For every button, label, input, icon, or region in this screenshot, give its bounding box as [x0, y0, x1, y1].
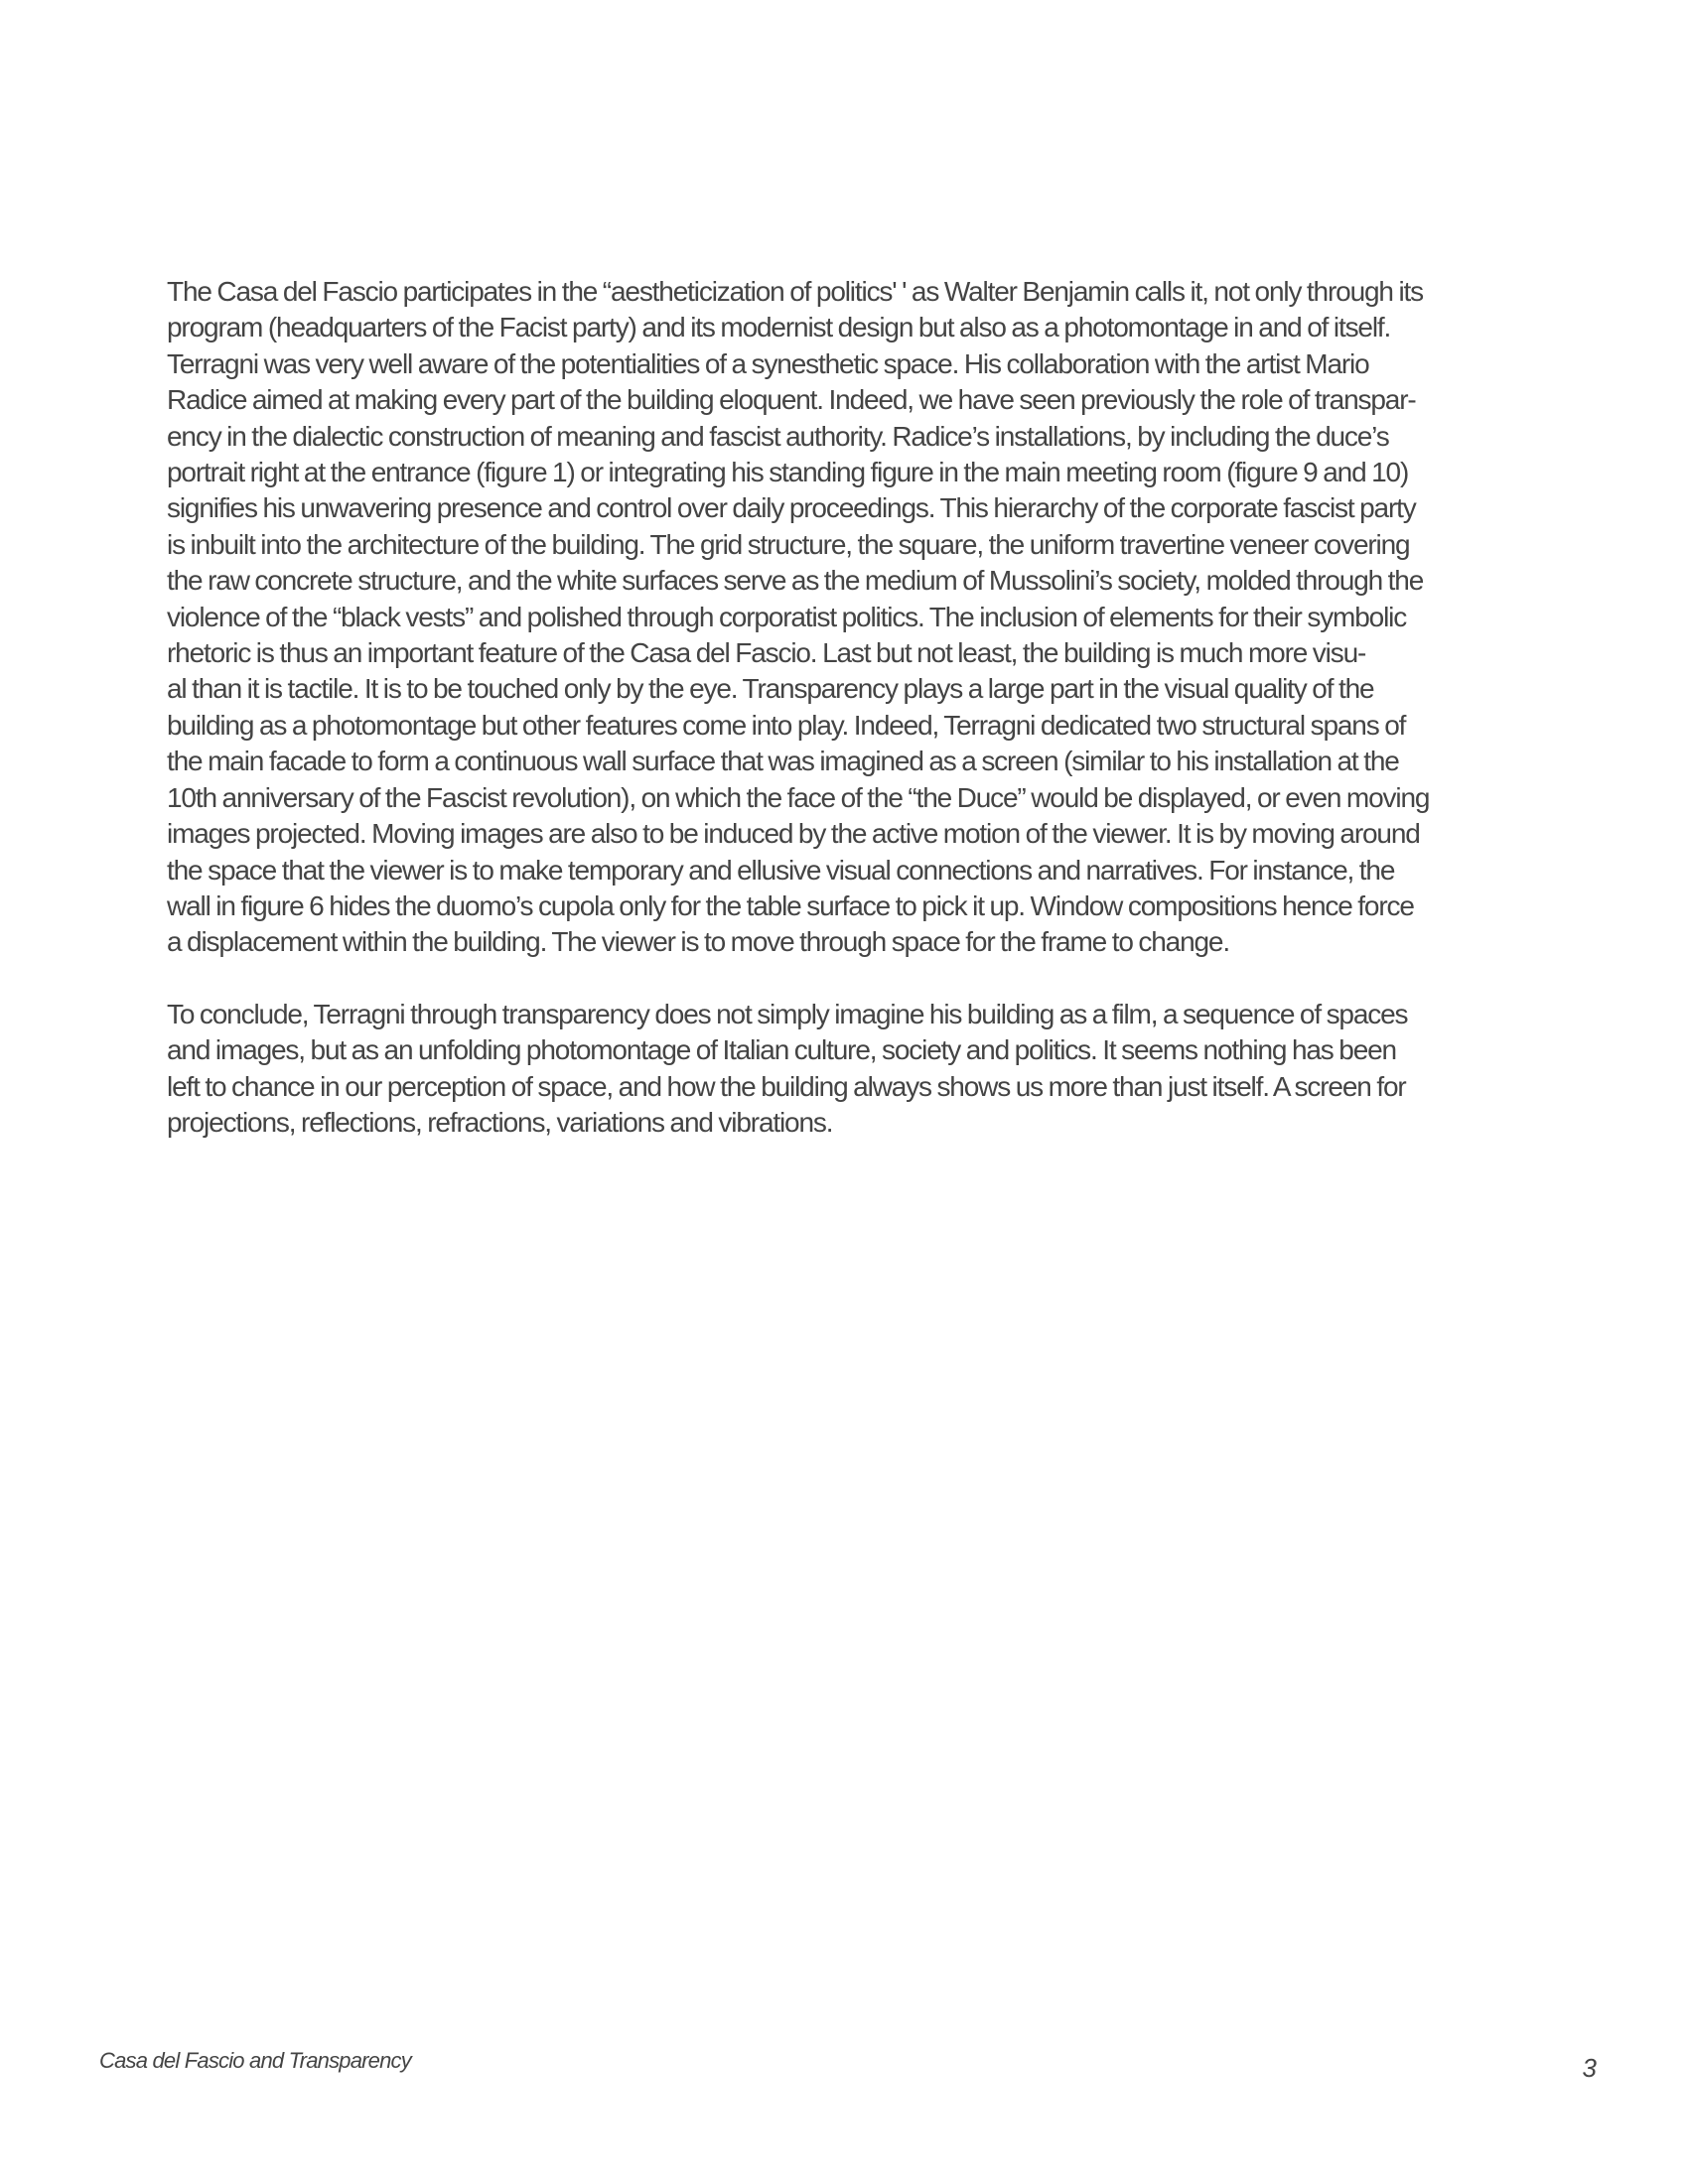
- text-line: and images, but as an unfolding photomontage of Italian culture, society and politics. It seems nothing has been: [167, 1034, 1396, 1066]
- text-line: is inbuilt into the architecture of the building. The grid structure, the square, the uniform travertine veneer covering: [167, 528, 1410, 560]
- text-line: The Casa del Fascio participates in the “aestheticization of politics' ' as Walter Benjamin calls it, not only through its: [167, 276, 1424, 307]
- text-line: left to chance in our perception of space, and how the building always shows us more than just itself. A screen for: [167, 1070, 1406, 1102]
- text-line: portrait right at the entrance (figure 1) or integrating his standing figure in the main meeting room (figure 9 and 10): [167, 457, 1409, 488]
- paragraph: [167, 997, 1527, 1142]
- paragraph: [167, 274, 1527, 961]
- text-line: ency in the dialectic construction of meaning and fascist authority. Radice’s installations, by including the duce’s: [167, 420, 1389, 452]
- paragraph-gap: [167, 961, 1527, 997]
- text-line: the main facade to form a continuous wall surface that was imagined as a screen (similar to his installation at the: [167, 746, 1399, 777]
- text-line: projections, reflections, refractions, variations and vibrations.: [167, 1106, 833, 1138]
- text-line: the raw concrete structure, and the white surfaces serve as the medium of Mussolini’s society, molded through the: [167, 565, 1424, 597]
- page-number: 3: [1582, 2053, 1597, 2083]
- text-line: wall in figure 6 hides the duomo’s cupola only for the table surface to pick it up. Window compositions hence force: [167, 889, 1414, 921]
- text-line: rhetoric is thus an important feature of the Casa del Fascio. Last but not least, the building is much more visu-: [167, 637, 1366, 669]
- text-line: Radice aimed at making every part of the building eloquent. Indeed, we have seen previously the role of transpar-: [167, 384, 1416, 416]
- body-text: [167, 274, 1527, 1141]
- text-line: signifies his unwavering presence and control over daily proceedings. This hierarchy of the corporate fascist party: [167, 492, 1416, 524]
- text-line: Terragni was very well aware of the potentialities of a synesthetic space. His collaboration with the artist Mario: [167, 347, 1369, 379]
- text-line: images projected. Moving images are also to be induced by the active motion of the viewer. It is by moving around: [167, 818, 1420, 850]
- text-line: al than it is tactile. It is to be touched only by the eye. Transparency plays a large part in the visual quality of the: [167, 673, 1374, 705]
- text-line: the space that the viewer is to make temporary and ellusive visual connections and narratives. For instance, the: [167, 854, 1395, 886]
- text-line: building as a photomontage but other features come into play. Indeed, Terragni dedicated two structural spans of: [167, 709, 1406, 741]
- text-line: 10th anniversary of the Fascist revolution), on which the face of the “the Duce” would be displayed, or even moving: [167, 781, 1430, 813]
- footer-title: Casa del Fascio and Transparency: [99, 2048, 411, 2073]
- text-line: violence of the “black vests” and polished through corporatist politics. The inclusion of elements for their symbolic: [167, 601, 1407, 632]
- text-line: a displacement within the building. The viewer is to move through space for the frame to change.: [167, 926, 1229, 958]
- text-line: To conclude, Terragni through transparency does not simply imagine his building as a film, a sequence of spaces: [167, 998, 1408, 1029]
- text-line: program (headquarters of the Facist party) and its modernist design but also as a photomontage in and of itself.: [167, 312, 1391, 343]
